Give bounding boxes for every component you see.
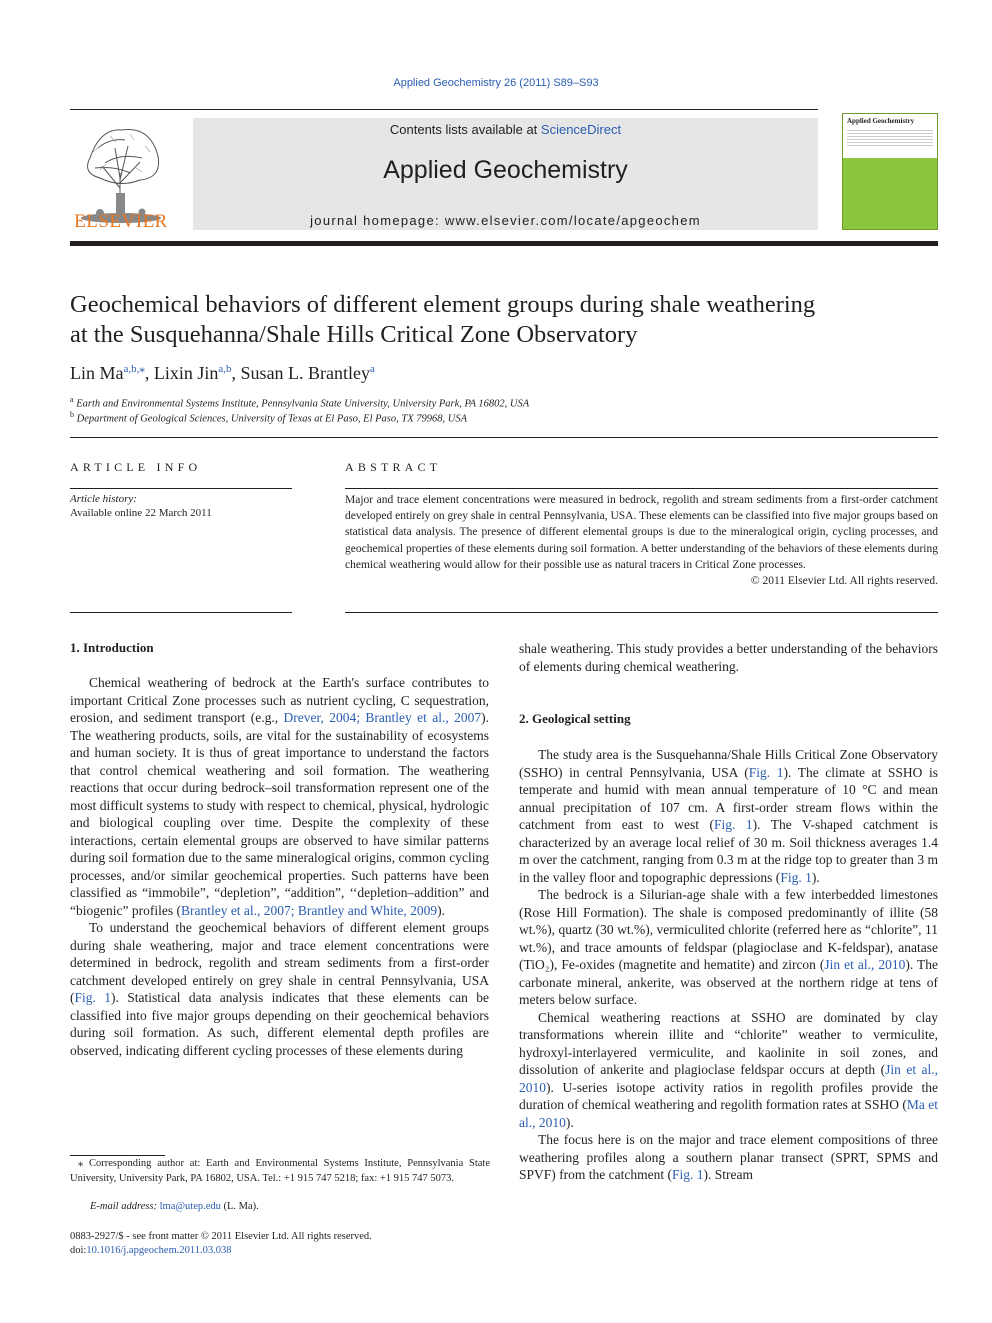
author-name: Susan L. Brantley <box>240 363 371 383</box>
text-run: ). U-series isotope activity ratios in regolith profiles provide the duration of chemical weathering and regolith formation rates at SSHO ( <box>519 1079 938 1112</box>
text-run: The focus here is on the major and trace element compositions of three weathering profiles along a southern planar transect (SPRT, SPMS and SPVF) from the catchment ( <box>519 1132 938 1182</box>
homepage-prefix: journal homepage: <box>310 213 445 228</box>
journal-citation[interactable]: Applied Geochemistry 26 (2011) S89–S93 <box>393 77 599 89</box>
affiliation-mark: b <box>70 410 74 419</box>
sciencedirect-link[interactable]: ScienceDirect <box>540 122 622 137</box>
geo-paragraph-1 <box>519 746 938 886</box>
geo-paragraph-3 <box>519 1009 938 1132</box>
figure-link[interactable]: Fig. 1 <box>780 869 812 885</box>
text-run: ). The climate at SSHO is temperate and humid with mean annual temperature of 10 °C and mean annual precipitation of 107 cm. A first-order stream flows within the catchment from east to west ( <box>519 764 938 832</box>
text-run: The bedrock is a Silurian-age shale with a few interbedded limestones (Rose Hill Formation). The shale is composed predominantly of illite (58 wt.%), quartz (30 wt.%), vermiculited chlorite (referred here as “chlorite”, 11 wt.%), and trace amounts of feldspar (plagioclase and K-feldspar), anatase (TiO₂), Fe-oxides (magnetite and hematite) and zircon ( <box>519 887 938 972</box>
section-heading-geological-setting: 2. Geological setting <box>519 711 631 726</box>
text-run: ). <box>437 902 446 918</box>
footnote-rule <box>70 1155 165 1156</box>
text-run: ). The weathering products, soils, are vital for the sustainability of ecosystems and human society. It is thus of great importance to understand the factors that control chemical weathering and soil formation. The weathering reactions that occur during bedrock–soil transformation represent one of the most difficult systems to study with respect to chemical, physical, hydrologic and biological coupling over time. Despite the complexity of these interactions, certain elemental groups are observed to have similar patterns during soil formation due to the same mineralogical origins, common cycling processes, and/or similar geochemical properties. Such patterns have been classified as “immobile”, “depletion”, “addition”, ‘‘depletion–addition” and “biogenic” profiles ( <box>70 710 490 918</box>
title-line-2: at the Susquehanna/Shale Hills Critical Zone Observatory <box>70 321 638 348</box>
corresponding-author-note: ⁎ Corresponding author at: Earth and Environmental Systems Institute, Pennsylvania State University, University Park, PA 16802, USA. Tel.: +1 915 747 5218; fax: +1 915 747 5073. <box>70 1158 490 1184</box>
doi-line <box>70 1244 490 1259</box>
text-run: Chemical weathering reactions at SSHO are dominated by clay transformations wherein illite and “chlorite” weather to vermiculite, hydroxyl-interlayered vermiculite, and kaolinite in soil zones, and dissolution of ankerite and plagioclase feldspar occurs at depth ( <box>519 1009 938 1077</box>
copyright-line: © 2011 Elsevier Ltd. All rights reserved. <box>750 575 938 588</box>
journal-cover-thumbnail <box>842 113 938 230</box>
text-run: To understand the geochemical behaviors of different element groups during shale weathering, major and trace element concentrations were determined in bedrock, regolith and stream sediments from a first-order catchment developed entirely on grey shale in central Pennsylvania, USA ( <box>70 920 489 1005</box>
contents-line <box>193 122 818 137</box>
affiliation-mark: a <box>70 395 74 404</box>
journal-name: Applied Geochemistry <box>383 156 628 184</box>
affiliation-a <box>70 395 529 410</box>
author-affiliation-mark[interactable]: a,b <box>218 363 232 375</box>
intro-paragraph-2 <box>70 919 489 1059</box>
figure-link[interactable]: Fig. 1 <box>713 817 753 832</box>
author-list: Lin $Ma^{a,b,⁎}$, Lixin Jin$^{a,b}$, Susan L. Brantley$^a$ <box>70 363 375 383</box>
figure-link[interactable]: Fig. 1 <box>74 990 112 1005</box>
article-history-value: Available online 22 March 2011 <box>70 507 212 519</box>
abstract-rule <box>345 488 938 489</box>
text-run: ). Stream <box>703 1167 753 1182</box>
figure-link[interactable]: Fig. 1 <box>671 1167 704 1182</box>
doi-link[interactable]: 10.1016/j.apgeochem.2011.03.038 <box>86 1245 232 1256</box>
homepage-url[interactable]: www.elsevier.com/locate/apgeochem <box>444 213 701 228</box>
section-heading-introduction: 1. Introduction <box>70 640 154 655</box>
author-affiliation-mark[interactable]: a <box>370 363 375 375</box>
text-run: ). Statistical data analysis indicates that these elements can be classified into five major groups depending on their geochemical behaviors during soil formation. As such, different elemental depth profiles are observed, indicating different cycling processes of these elements during <box>70 990 490 1058</box>
article-info-rule <box>70 488 292 489</box>
contents-prefix: Contents lists available at <box>389 122 541 137</box>
journal-homepage <box>193 213 818 228</box>
header-top-rule <box>70 109 818 110</box>
email-link[interactable]: lma@utep.edu <box>159 1201 221 1212</box>
article-history-label: Article history: <box>70 493 137 505</box>
text-run: ). <box>811 869 820 885</box>
article-title <box>70 290 938 350</box>
text-run: ). <box>565 1114 574 1130</box>
intro-paragraph-1 <box>70 674 489 919</box>
text-run: The study area is the Susquehanna/Shale Hills Critical Zone Observatory (SSHO) in central Pennsylvania, USA ( <box>519 747 938 780</box>
abstract-text: Major and trace element concentrations were measured in bedrock, regolith and stream sediments from a first-order catchment developed entirely on grey shale in central Pennsylvania, USA. These elements can be classified into five major groups based on statistical data analysis. The presence of different elemental groups is due to the mineralogical origin, cycling processes, and geochemical properties of these elements during soil formation. A better understanding of the behaviors of these elements during chemical weathering would allow for their possible use as natural tracers in Critical Zone processes. <box>345 494 938 571</box>
author-affiliation-mark[interactable]: a,b,⁎ <box>123 363 145 375</box>
publisher-name: ELSEVIER <box>74 211 168 232</box>
citation-link[interactable]: Ma et al., 2010 <box>519 1097 938 1130</box>
text-run: Chemical weathering of bedrock at the Earth's surface contributes to important Critical Zone processes such as nutrient cycling, C sequestration, erosion, and sediment transport (e.g., <box>70 675 489 725</box>
abstract-heading: ABSTRACT <box>345 460 442 474</box>
text-run: ). The V-shaped catchment is characterized by an average local relief of 30 m. Soil thickness averages 1.4 m over the catchment, ranging from 0.3 m at the ridge top to greater than 3 m in the valley floor and topographic depressions ( <box>519 817 938 885</box>
affiliation-text: Department of Geological Sciences, University of Texas at El Paso, El Paso, TX 79968, USA <box>76 413 468 425</box>
citation-link[interactable]: Brantley et al., 2007; Brantley and White, 2009 <box>180 902 438 918</box>
email-label: E-mail address: <box>90 1201 160 1212</box>
email-suffix: (L. Ma). <box>220 1201 259 1212</box>
affiliation-text: Earth and Environmental Systems Institute, Pennsylvania State University, University Park, PA 16802, USA <box>76 398 530 410</box>
header-thick-rule <box>70 241 938 246</box>
right-column <box>519 746 938 1184</box>
geo-paragraph-2 <box>519 886 938 1009</box>
section-divider <box>70 437 938 438</box>
author-name: Lin Ma <box>70 363 124 383</box>
citation-link[interactable]: Jin et al., 2010 <box>824 957 906 972</box>
author-name: Lixin Jin <box>153 363 219 383</box>
left-column <box>70 674 489 1059</box>
cover-title: Applied Geochemistry <box>847 117 915 125</box>
title-line-1: Geochemical behaviors of different element groups during shale weathering <box>70 291 816 318</box>
text-run: ). The carbonate mineral, ankerite, was observed at the northern ridge at tens of meters below surface. <box>519 957 938 1007</box>
citation-link[interactable]: Jin et al., 2010 <box>519 1062 938 1095</box>
figure-link[interactable]: Fig. 1 <box>748 764 784 780</box>
geo-paragraph-4 <box>519 1131 938 1184</box>
doi-label: doi: <box>70 1245 87 1256</box>
intro-continuation: shale weathering. This study provides a better understanding of the behaviors of elements during chemical weathering. <box>519 641 938 674</box>
email-note <box>70 1200 490 1215</box>
affiliation-b <box>70 410 467 425</box>
abstract-body <box>345 492 938 589</box>
issn-line: 0883-2927/$ - see front matter © 2011 Elsevier Ltd. All rights reserved. <box>70 1231 372 1242</box>
abstract-bottom-rule <box>345 612 938 613</box>
article-info-bottom-rule <box>70 612 292 613</box>
citation-link[interactable]: Drever, 2004; Brantley et al., 2007 <box>283 710 482 725</box>
article-info-heading: ARTICLE INFO <box>70 460 202 474</box>
right-column-top <box>519 640 938 675</box>
